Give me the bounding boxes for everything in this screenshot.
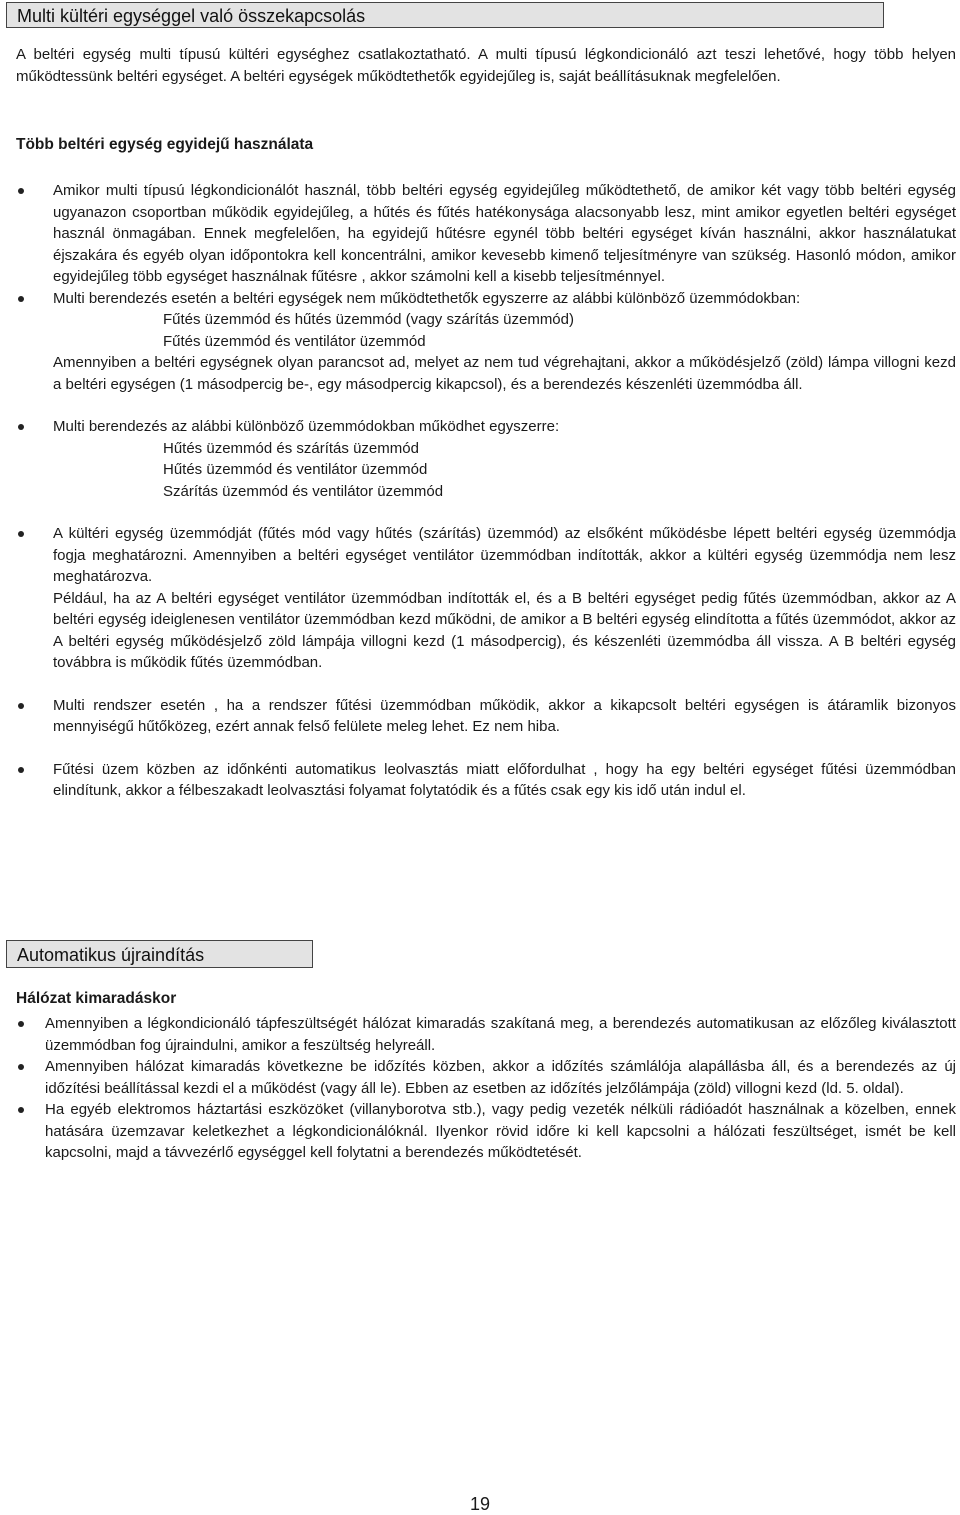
subheading-power-outage: Hálózat kimaradáskor [16,990,177,1007]
bullet-icon [18,1021,24,1027]
list-item-followup: Például, ha az A beltéri egységet ventilátor üzemmódban indították el, és a B beltéri egységet pedig fűtés üzemmódban, akkor az A beltéri egység ideiglenesen ventilátor üzemmódban kezd működni, de amikor a B beltéri egység elindította a fűtés üzemmódot, akkor az A beltéri egység működésjelző zöld lámpája villogni kezd (1 másodpercig), és készenléti üzemmódba áll vissza. A B beltéri egység továbbra is működik fűtés üzemmódban. [53,589,957,671]
mode-line: Fűtés üzemmód és ventilátor üzemmód [163,332,426,350]
list-item-text: Multi berendezés az alábbi különböző üzemmódokban működhet egyszerre: [53,418,560,435]
list-item [0,180,960,288]
list-item [0,1099,960,1164]
list-item-text: Amikor multi típusú légkondicionálót használ, több beltéri egység egyidejűleg működtethető, de amikor két vagy több beltéri egység ugyanazon csoportban működik egyidejűleg, a hűtés és fűtés hatékonysága alacsonyabb lesz, mint amikor egyetlen beltéri egységet használ önmagában. Ennek megfelelően, ha egyidejű hűtésre egynél több beltéri egységet kíván használni, akkor használatukat éjszakára és egyéb olyan időpontokra kell koncentrálni, amikor kevesebb kimenő teljesítményre van szükség. Hasonló módon, amikor egyidejűleg több egységet használnak fűtésre , akkor számolni kell a kisebb teljesítménnyel. [53,182,956,285]
section-title-auto-restart: Automatikus újraindítás [6,940,313,968]
list-item [0,416,960,502]
spacer [0,738,960,759]
bullet-icon [18,1107,24,1113]
spacer [0,674,960,695]
list-item-text: A kültéri egység üzemmódját (fűtés mód vagy hűtés (szárítás) üzemmód) az elsőként működésbe lépett beltéri egység üzemmódja fogja meghatározni. Amennyiben a beltéri egységet ventilátor üzemmódban indították, akkor a kültéri egység üzemmódja nem lesz meghatározva. [53,525,956,585]
list-item [0,523,960,674]
list-item [0,1013,960,1056]
section-title-multi-outdoor: Multi kültéri egységgel való összekapcsolás [6,2,884,28]
spacer [0,502,960,523]
list-item-text: Ha egyéb elektromos háztartási eszközöket (villanyborotva stb.), vagy pedig vezeték nélküli rádióadót használnak a közelben, ennek hatására üzemzavar keletkezhet a légkondicionálóknál. Ilyenkor rövid időre ki kell kapcsolni a hálózati feszültséget, ismét be kell kapcsolni, majd a távvezérlő egységgel kell folytatni a berendezés működtetését. [45,1101,956,1161]
bullet-icon [18,296,24,302]
bullet-icon [18,531,24,537]
mode-line: Szárítás üzemmód és ventilátor üzemmód [163,482,444,500]
list-item [0,288,960,396]
list-item-text: Amennyiben hálózat kimaradás következne be időzítés közben, akkor a időzítés számlálója alapállásba áll, és a berendezés az új időzítési beállítással kezdi el a működést (vagy áll le). Ebben az esetben az időzítés jelzőlámpája (zöld) villogni kezd (ld. 5. oldal). [45,1058,956,1097]
mode-line: Hűtés üzemmód és szárítás üzemmód [163,439,419,457]
list-item [0,695,960,738]
list-item-text: Amennyiben a légkondicionáló tápfeszültségét hálózat kimaradás szakítaná meg, a berendezés automatikusan az előzőleg kiválasztott üzemmódban fog újraindulni, amikor a feszültség helyreáll. [45,1015,956,1054]
bullet-icon [18,424,24,430]
bullet-icon [18,1064,24,1070]
list-item [0,1056,960,1099]
page-number: 19 [469,1494,491,1514]
spacer [0,395,960,416]
bullet-icon [18,188,24,194]
intro-paragraph: A beltéri egység multi típusú kültéri egységhez csatlakoztatható. A multi típusú légkondicionáló azt teszi lehetővé, hogy több helyen működtessünk beltéri egységet. A beltéri egységek működtethetők egyidejűleg is, saját beállításuknak megfelelően. [16,46,956,85]
mode-line: Fűtés üzemmód és hűtés üzemmód (vagy szárítás üzemmód) [163,311,574,328]
power-outage-list [0,1013,960,1164]
list-item-text: Fűtési üzem közben az időnkénti automatikus leolvasztás miatt előfordulhat , hogy ha egy beltéri egységet fűtési üzemmódban elindítunk, akkor a félbeszakadt leolvasztási folyamat folytatódik és a fűtés csak egy kis idő után indul el. [53,760,956,799]
subheading-simultaneous-use: Több beltéri egység egyidejű használata [16,136,314,153]
list-item [0,759,960,802]
bullet-icon [18,767,24,773]
bullet-icon [18,703,24,709]
list-item-text: Multi rendszer esetén , ha a rendszer fűtési üzemmódban működik, akkor a kikapcsolt beltéri egységen is átáramlik bizonyos mennyiségű hűtőközeg, ezért annak felső felülete meleg lehet. Ez nem hiba. [53,696,956,735]
list-item-text: Multi berendezés esetén a beltéri egységek nem működtethetők egyszerre az alábbi különböző üzemmódokban: [53,289,801,307]
simultaneous-use-list [0,180,960,802]
list-item-followup: Amennyiben a beltéri egységnek olyan parancsot ad, melyet az nem tud végrehajtani, akkor a működésjelző (zöld) lámpa villogni kezd a beltéri egységen (1 másodpercig be-, egy másodpercig kikapcsol), és a berendezés készenléti üzemmódba áll. [53,354,956,393]
mode-line: Hűtés üzemmód és ventilátor üzemmód [163,461,428,478]
